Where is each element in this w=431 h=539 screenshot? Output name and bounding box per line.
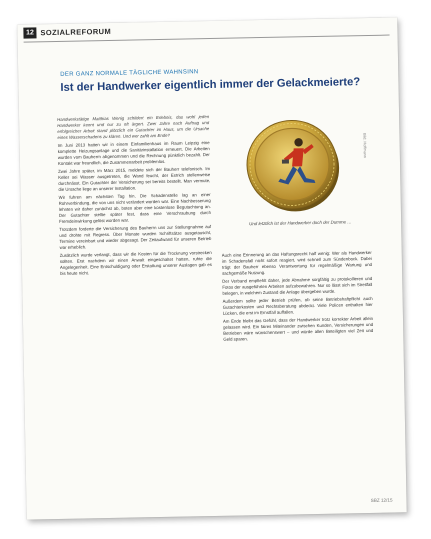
article-kicker: DER GANZ NORMALE TÄGLICHE WAHNSINN [60,69,199,78]
right-column [222,250,377,507]
left-paragraph: Zwei Jahre später, im März 2015, meldete sich der Bauherr telefonisch. Im Keller sei Wasser ausgetreten, die Wand feucht, der Estrich stellenweise durchnässt. Ein Gutachter der Versicherung sei bereits bestellt. Man vermute, die Ursache liege an unserer Installation. [58,166,211,192]
left-paragraph: Trotzdem forderte die Versicherung des Bauherrn uns zur Stellungnahme auf und drohte mit Regress. Über Monate wurden Schriftsätze ausgetauscht, Termine vereinbart und wieder abgesagt. Der Zeitaufwand für unseren Betrieb war erheblich. [59,223,212,250]
left-paragraph: Wir fuhren am nächsten Tag hin. Die Schadenstelle lag an einer Rohrverbindung, die von uns nicht verändert worden war. Eine Nachbesserung lehnten wir daher zunächst ab, boten aber eine kostenlose Begutachtung an. Der Gutachter stellte später fest, dass eine Verschraubung durch Fremdeinwirkung gelöst worden war. [58,192,211,224]
right-paragraph: Der Verband empfiehlt daher, jede Abnahme sorgfältig zu protokollieren und Fotos der ausgeführten Arbeiten aufzubewahren. Nur so lässt sich im Streitfall belegen, in welchem Zustand die Anlage übergeben wurde. [222,275,373,296]
page-number: 12 [23,27,36,38]
image-caption: Und letztlich ist der Handwerker doch der Dumme … [249,219,352,227]
article-lead: Handwerkstätige Matthias Wenig schildert ein Erlebnis, das wohl jeden Handwerker kennt und nur zu oft ärgert. Zwei Jahre nach Auftrag und erfolgreicher Arbeit stand plötzlich ein Gutachter im Haus, um die Ursache eines Wasserschadens zu klären. Und wer zahlt am Ende? [57,114,210,140]
coin-illustration [241,113,345,215]
article-headline: Ist der Handwerker eigentlich immer der Gelackmeierte? [60,76,361,94]
right-paragraph: Außerdem sollte jeder Betrieb prüfen, ob seine Betriebshaftpflicht auch Gutachterkosten und Rechtsberatung abdeckt. Viele Policen enthalten hier Lücken, die erst im Ernstfall auffallen. [222,296,373,316]
section-title: SOZIALREFORUM [40,26,112,38]
left-paragraph: Im Juni 2013 hatten wir in einem Einfamilienhaus im Raum Leipzig eine komplette Heizungsanlage und die Sanitärinstallation erneuert. Die Arbeiten wurden vom Bauherrn abgenommen und die Rechnung pünktlich bezahlt. Der Kontakt war freundlich, die Zusammenarbeit problemlos. [57,140,210,166]
right-paragraph: Am Ende bleibt das Gefühl, dass der Handwerker trotz korrekter Arbeit allein gelassen wird. Ein faires Miteinander zwischen Kunden, Versicherungen und Betrieben wäre wünschenswert – und würde allen Beteiligten viel Zeit und Geld sparen. [222,316,374,342]
left-column [57,114,217,513]
magazine-page [17,17,406,519]
issue-footer: SBZ 12/15 [370,497,393,503]
running-man-coin-icon [241,113,345,215]
left-paragraph: Zusätzlich wurde verlangt, dass wir die Kosten für die Trocknung vorstrecken sollten. Erst nachdem wir einen Anwalt eingeschaltet hatten, ruhte die Angelegenheit. Eine Entschuldigung oder Erstattung unserer Auslagen gab es bis heute nicht. [59,249,212,276]
right-paragraph: Auch eine Erinnerung an das Haftungsrecht half wenig: Wer als Handwerker im Schadensfall nicht sofort reagiert, wird schnell zum Sündenbock. Dabei trägt der Bauherr ebenso Verantwortung für regelmäßige Wartung und sachgemäße Nutzung. [221,249,372,276]
photo-credit: Bild: Hoffmann [362,133,367,158]
